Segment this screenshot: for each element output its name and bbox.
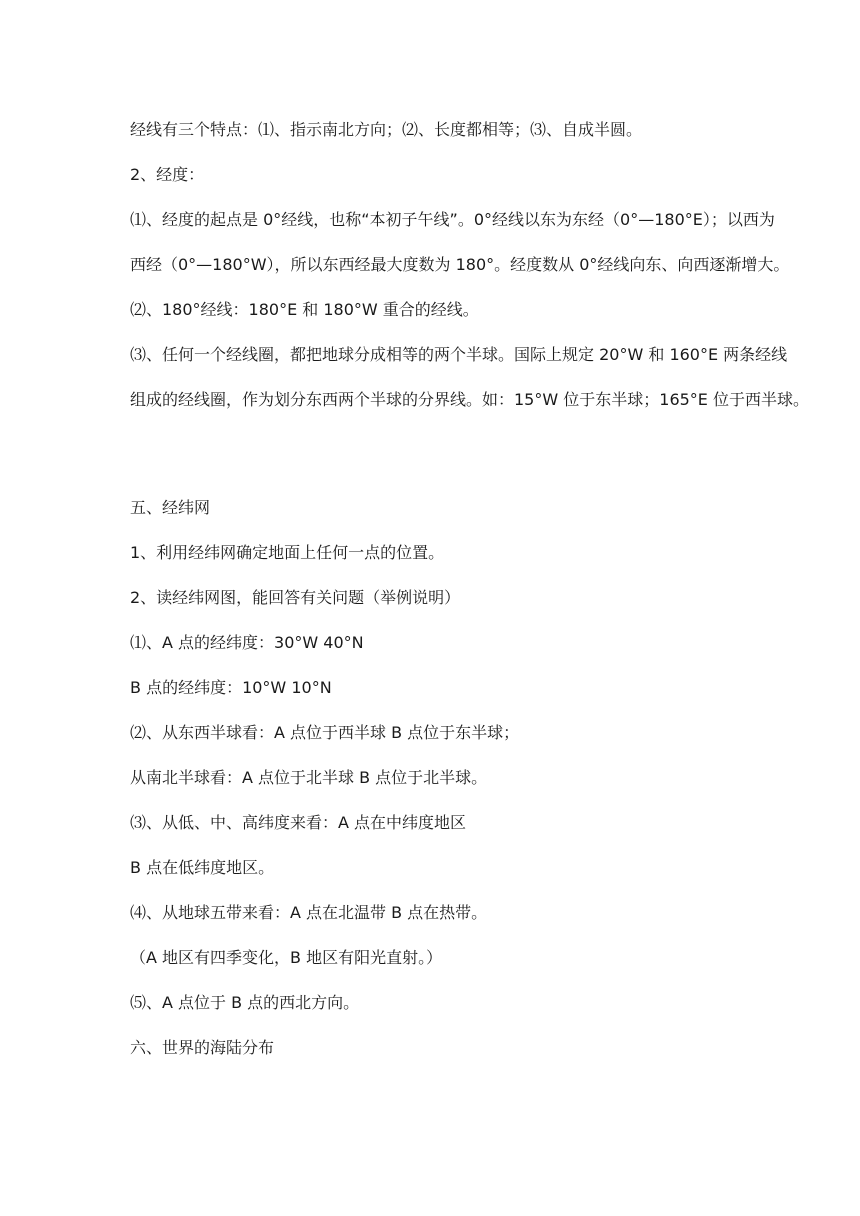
- text-line-longitude-origin: ⑴、经度的起点是 0°经线，也称“本初子午线”。0°经线以东为东经（0°—180°E）；以西为: [130, 210, 775, 229]
- text-line-hemisphere-boundary: 组成的经线圈，作为划分东西两个半球的分界线。如：15°W 位于东半球；165°E 位于西半球。: [130, 390, 810, 409]
- text-line-north-south-hemisphere: 从南北半球看：A 点位于北半球 B 点位于北半球。: [130, 768, 488, 787]
- text-line-direction: ⑸、A 点位于 B 点的西北方向。: [130, 993, 360, 1012]
- text-line-seasons-note: （A 地区有四季变化，B 地区有阳光直射。）: [130, 948, 443, 967]
- section-heading-graticule: 五、经纬网: [130, 498, 211, 517]
- text-line-read-graticule: 2、读经纬网图，能回答有关问题（举例说明）: [130, 588, 461, 607]
- section-heading-land-sea: 六、世界的海陆分布: [130, 1038, 275, 1057]
- heading-longitude: 2、经度：: [130, 165, 205, 184]
- text-line-meridian-features: 经线有三个特点：⑴、指示南北方向；⑵、长度都相等；⑶、自成半圆。: [130, 120, 643, 139]
- text-line-meridian-circle: ⑶、任何一个经线圈，都把地球分成相等的两个半球。国际上规定 20°W 和 160°E 两条经线: [130, 345, 788, 364]
- text-line-west-longitude: 西经（0°—180°W），所以东西经最大度数为 180°。经度数从 0°经线向东、向西逐渐增大。: [130, 255, 790, 274]
- text-line-point-a-coords: ⑴、A 点的经纬度：30°W 40°N: [130, 633, 364, 652]
- text-line-180-meridian: ⑵、180°经线：180°E 和 180°W 重合的经线。: [130, 300, 479, 319]
- text-line-graticule-position: 1、利用经纬网确定地面上任何一点的位置。: [130, 543, 445, 562]
- text-line-five-zones: ⑷、从地球五带来看：A 点在北温带 B 点在热带。: [130, 903, 488, 922]
- text-line-latitude-zone-b: B 点在低纬度地区。: [130, 858, 275, 877]
- text-line-latitude-zone-a: ⑶、从低、中、高纬度来看：A 点在中纬度地区: [130, 813, 467, 832]
- text-line-point-b-coords: B 点的经纬度：10°W 10°N: [130, 678, 332, 697]
- text-line-east-west-hemisphere: ⑵、从东西半球看：A 点位于西半球 B 点位于东半球；: [130, 723, 520, 742]
